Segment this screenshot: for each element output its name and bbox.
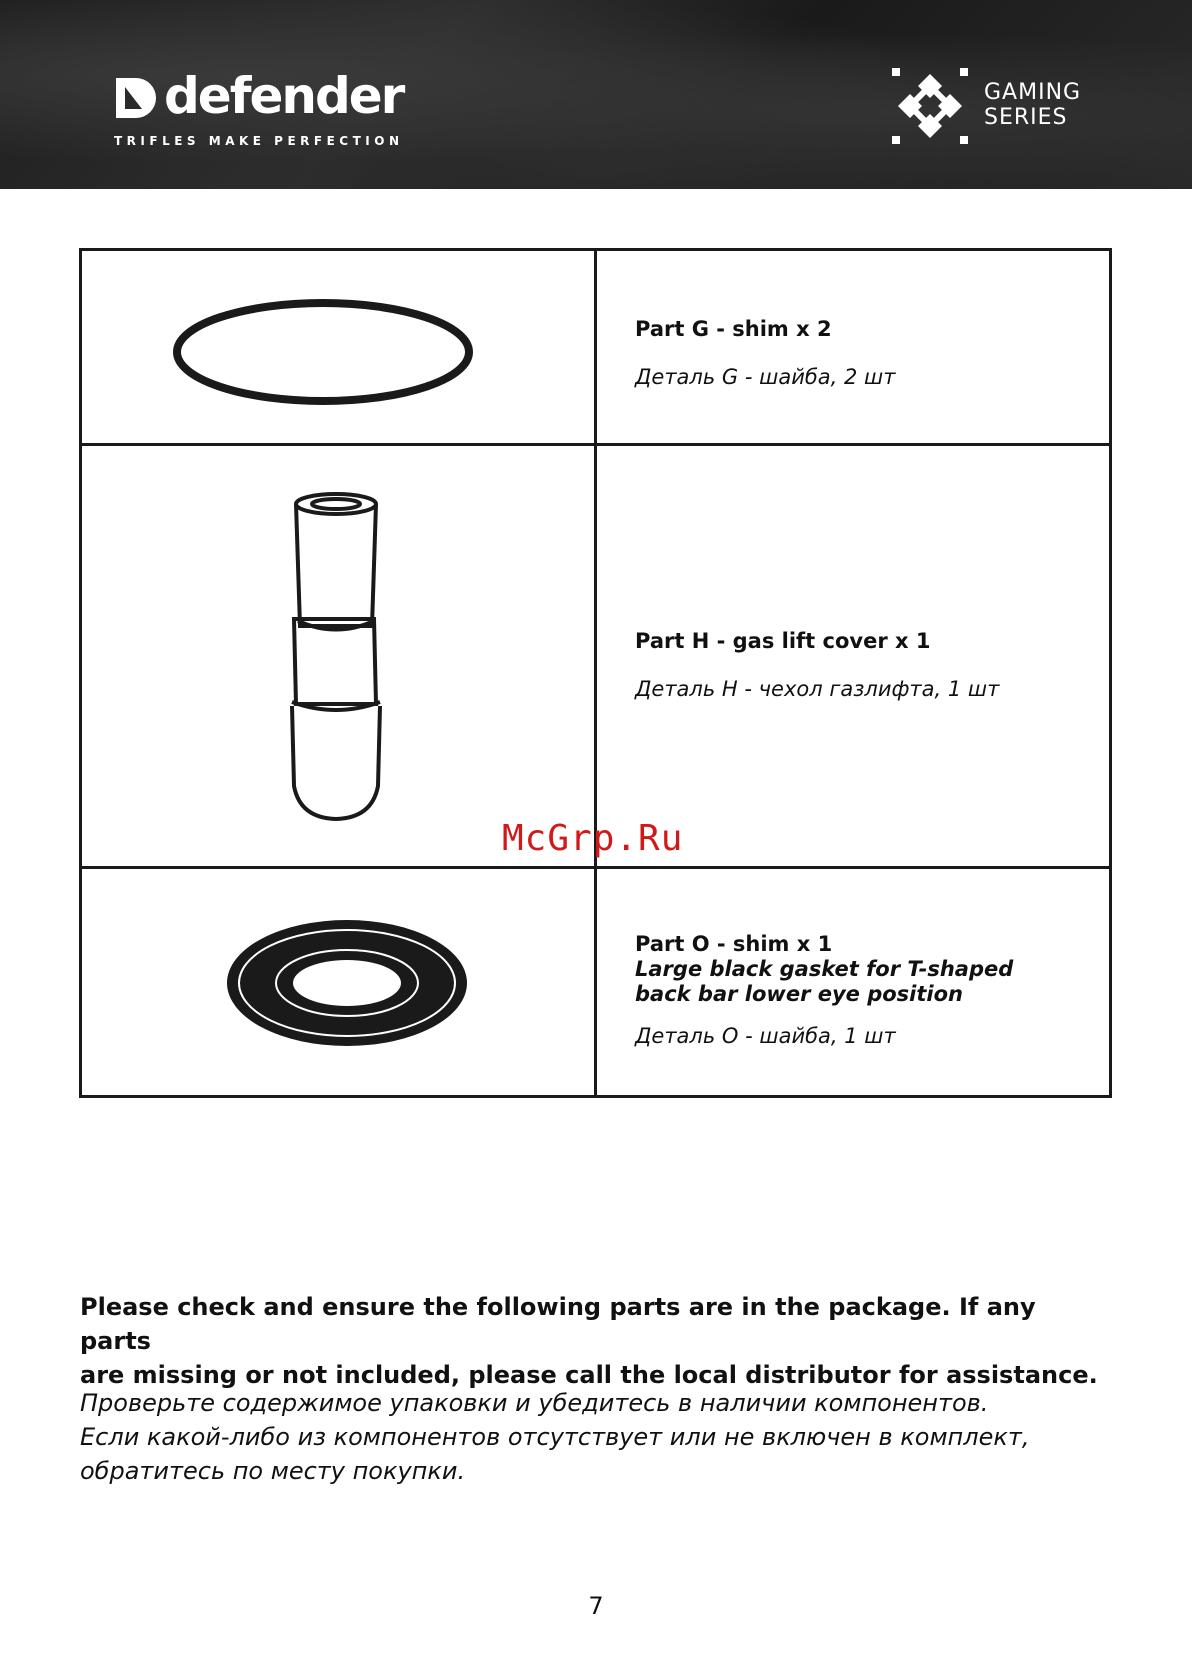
parts-table [79, 248, 1112, 1098]
notice-line: are missing or not included, please call the local distributor for assistance. [80, 1361, 1098, 1389]
part-illustration-cell [82, 446, 597, 866]
part-title: Part G - shim x 2 [635, 317, 832, 341]
notice-russian [80, 1386, 1120, 1488]
part-illustration-cell [82, 251, 597, 443]
part-description-line: back bar lower eye position [635, 982, 963, 1006]
part-info-cell [597, 251, 1109, 443]
watermark: McGrp.Ru [502, 818, 684, 859]
notice-line: Проверьте содержимое упаковки и убедитесь в наличии компонентов. [80, 1389, 989, 1417]
table-row [82, 446, 1109, 869]
page-header [0, 0, 1192, 189]
part-title-ru: Деталь O - шайба, 1 шт [635, 1024, 896, 1048]
notice-line: Please check and ensure the following parts are in the package. If any parts [80, 1293, 1036, 1355]
part-info-cell [597, 446, 1109, 866]
gaming-series-mark-icon [890, 66, 970, 146]
brand-tagline: TRIFLES MAKE PERFECTION [114, 134, 404, 148]
part-info-cell [597, 869, 1109, 1095]
gas-lift-cover-icon [82, 446, 594, 866]
notice-line: обратитесь по месту покупки. [80, 1457, 466, 1485]
part-title-ru: Деталь H - чехол газлифта, 1 шт [635, 677, 1000, 701]
table-row [82, 251, 1109, 446]
brand-name: defender [164, 67, 404, 125]
series-label: SERIES [984, 105, 1068, 130]
notice-english [80, 1290, 1100, 1392]
part-illustration-cell [82, 869, 597, 1095]
part-title-ru: Деталь G - шайба, 2 шт [635, 365, 896, 389]
part-description [635, 957, 1013, 1007]
defender-mark-icon [112, 74, 160, 122]
page-number: 7 [588, 1592, 604, 1620]
table-row [82, 869, 1109, 1095]
gaming-series-text [984, 80, 1081, 130]
part-description-line: Large black gasket for T-shaped [635, 957, 1014, 981]
gasket-icon [82, 869, 594, 1095]
notice-line: Если какой-либо из компонентов отсутствует или не включен в комплект, [80, 1423, 1030, 1451]
part-title: Part O - shim x 1 [635, 932, 833, 956]
gaming-label: GAMING [984, 80, 1082, 105]
defender-logo [112, 67, 422, 154]
shim-ring-icon [82, 251, 594, 443]
gaming-series-logo [890, 66, 1080, 150]
part-title: Part H - gas lift cover x 1 [635, 629, 931, 653]
